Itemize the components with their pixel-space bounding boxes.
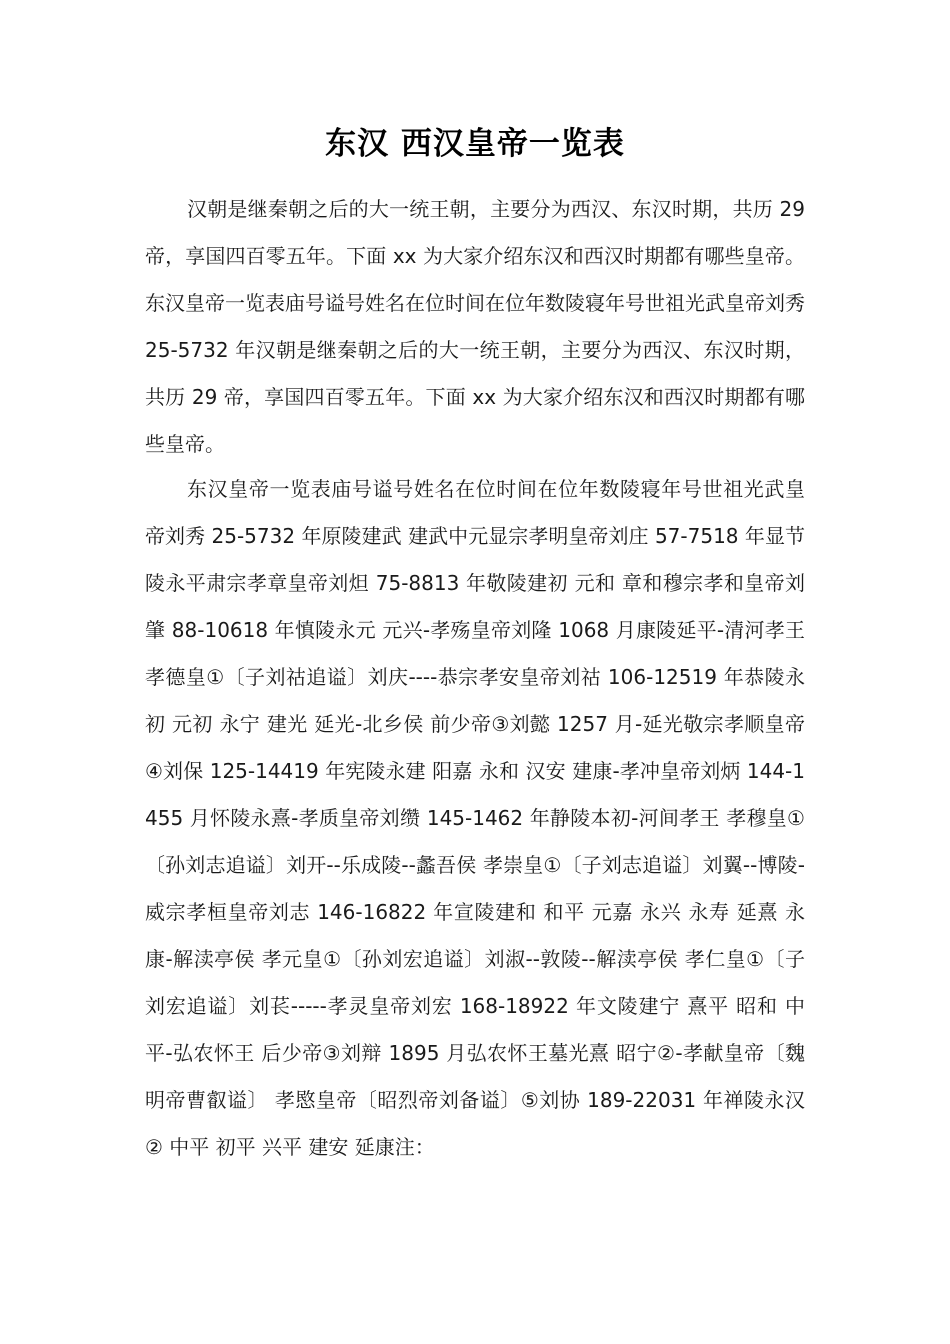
document-title: 东汉 西汉皇帝一览表 — [325, 126, 625, 162]
paragraph-intro: 汉朝是继秦朝之后的大一统王朝，主要分为西汉、东汉时期，共历 29 帝，享国四百零五年。下面 xx 为大家介绍东汉和西汉时期都有哪些皇帝。东汉皇帝一览表庙号谥号姓名在位时间在位年数陵寝年号世祖光武皇帝刘秀 25-5732 年汉朝是继秦朝之后的大一统王朝，主要分为西汉、东汉时期，共历 29 帝，享国四百零五年。下面 xx 为大家介绍东汉和西汉时期都有哪些皇帝。 — [145, 197, 805, 456]
paragraph-emperor-list: 东汉皇帝一览表庙号谥号姓名在位时间在位年数陵寝年号世祖光武皇帝刘秀 25-5732 年原陵建武 建武中元显宗孝明皇帝刘庄 57-7518 年显节陵永平肃宗孝章皇帝刘炟 75-8813 年敬陵建初 元和 章和穆宗孝和皇帝刘肇 88-10618 年慎陵永元 元兴-孝殇皇帝刘隆 1068 月康陵延平-清河孝王 孝德皇①〔子刘祜追谥〕刘庆----恭宗孝安皇帝刘祜 106-12519 年恭陵永初 元初 永宁 建光 延光-北乡侯 前少帝③刘懿 1257 月-延光敬宗孝顺皇帝④刘保 125-14419 年宪陵永建 阳嘉 永和 汉安 建康-孝冲皇帝刘炳 144-1455 月怀陵永熹-孝质皇帝刘缵 145-1462 年静陵本初-河间孝王 孝穆皇①〔孙刘志追谥〕刘开--乐成陵--蠡吾侯 孝崇皇①〔子刘志追谥〕刘翼--博陵-威宗孝桓皇帝刘志 146-16822 年宣陵建和 和平 元嘉 永兴 永寿 延熹 永康-解渎亭侯 孝元皇①〔孙刘宏追谥〕刘淑--敦陵--解渎亭侯 孝仁皇①〔子刘宏追谥〕刘苌-----孝灵皇帝刘宏 168-18922 年文陵建宁 熹平 昭和 中平-弘农怀王 后少帝③刘辩 1895 月弘农怀王墓光熹 昭宁②-孝献皇帝〔魏明帝曹叡谥〕 孝愍皇帝〔昭烈帝刘备谥〕⑤刘协 189-22031 年禅陵永汉② 中平 初平 兴平 建安 延康注： — [145, 477, 805, 1159]
